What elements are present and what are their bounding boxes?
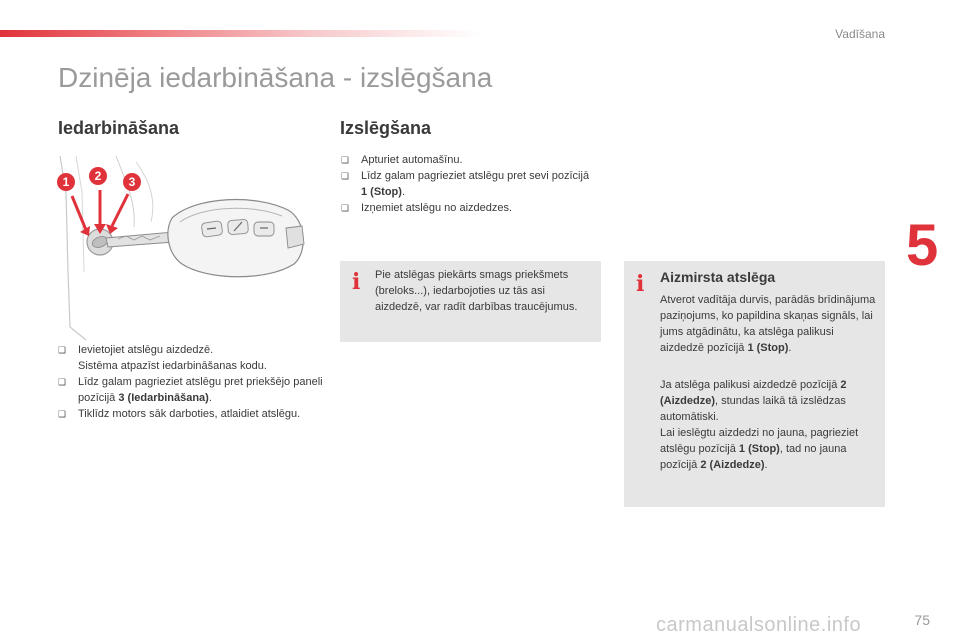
start-heading: Iedarbināšana [58, 118, 180, 138]
checkbox-bullet-icon: ❏ [58, 409, 67, 419]
forgotten-key-notice [624, 261, 885, 507]
info-icon: i [636, 271, 645, 297]
section-header: Vadīšana [835, 27, 885, 41]
callout-3 [123, 173, 141, 191]
ignition-key-illustration [56, 152, 321, 342]
checkbox-bullet-icon: ❏ [58, 377, 67, 387]
checkbox-bullet-icon: ❏ [341, 203, 350, 213]
chapter-number: 5 [906, 213, 939, 278]
heavy-keyring-notice [340, 261, 601, 342]
callout-1 [57, 173, 75, 191]
info-icon: i [352, 269, 361, 295]
list-item: ❏ Līdz galam pagrieziet atslēgu pret sevi pozīcijā 1 (Stop). [341, 170, 590, 198]
callout-2 [89, 167, 107, 185]
svg-text:3: 3 [128, 175, 136, 189]
checkbox-bullet-icon: ❏ [341, 171, 350, 181]
list-item: ❏ Ievietojiet atslēgu aizdedzē. Sistēma atpazīst iedarbināšanas kodu. [58, 344, 267, 372]
svg-text:2: 2 [94, 169, 102, 183]
start-steps-list [58, 342, 326, 422]
svg-text:1: 1 [62, 175, 70, 189]
list-item: ❏ Izņemiet atslēgu no aizdedzes. [341, 202, 513, 214]
list-item: ❏ Tiklīdz motors sāk darboties, atlaidiet atslēgu. [58, 408, 301, 420]
checkbox-bullet-icon: ❏ [341, 155, 350, 165]
notice-paragraph: Atverot vadītāja durvis, parādās brīdinājuma paziņojums, ko papildina skaņas signāls, lai jums atgādinātu, ka atslēga palikusi aizdedzē pozīcijā 1 (Stop). [660, 294, 876, 354]
watermark: carmanualsonline.info [656, 614, 862, 636]
checkbox-bullet-icon: ❏ [58, 345, 67, 355]
notice-title: Aizmirsta atslēga [660, 269, 776, 285]
list-item: ❏ Līdz galam pagrieziet atslēgu pret priekšējo paneli pozīcijā 3 (Iedarbināšana). [58, 376, 323, 404]
header-accent-bar [0, 30, 480, 37]
notice-text: Pie atslēgas piekārts smags priekšmets (breloks...), iedarbojoties uz tās asi aizdedzē, var radīt darbības traucējumus. [375, 269, 578, 313]
stop-heading: Izslēgšana [340, 118, 432, 138]
page-title: Dzinēja iedarbināšana - izslēgšana [58, 62, 493, 93]
list-item: ❏ Apturiet automašīnu. [341, 154, 463, 166]
notice-paragraph: Ja atslēga palikusi aizdedzē pozīcijā 2 (Aizdedze), stundas laikā tā izslēdzas automātiski. Lai ieslēgtu aizdedzi no jauna, pagrieziet atslēgu pozīcijā 1 (Stop), tad no jauna pozīcijā 2 (Aizdedze). [660, 379, 859, 471]
stop-steps-list [341, 152, 591, 216]
page-number: 75 [914, 612, 930, 628]
